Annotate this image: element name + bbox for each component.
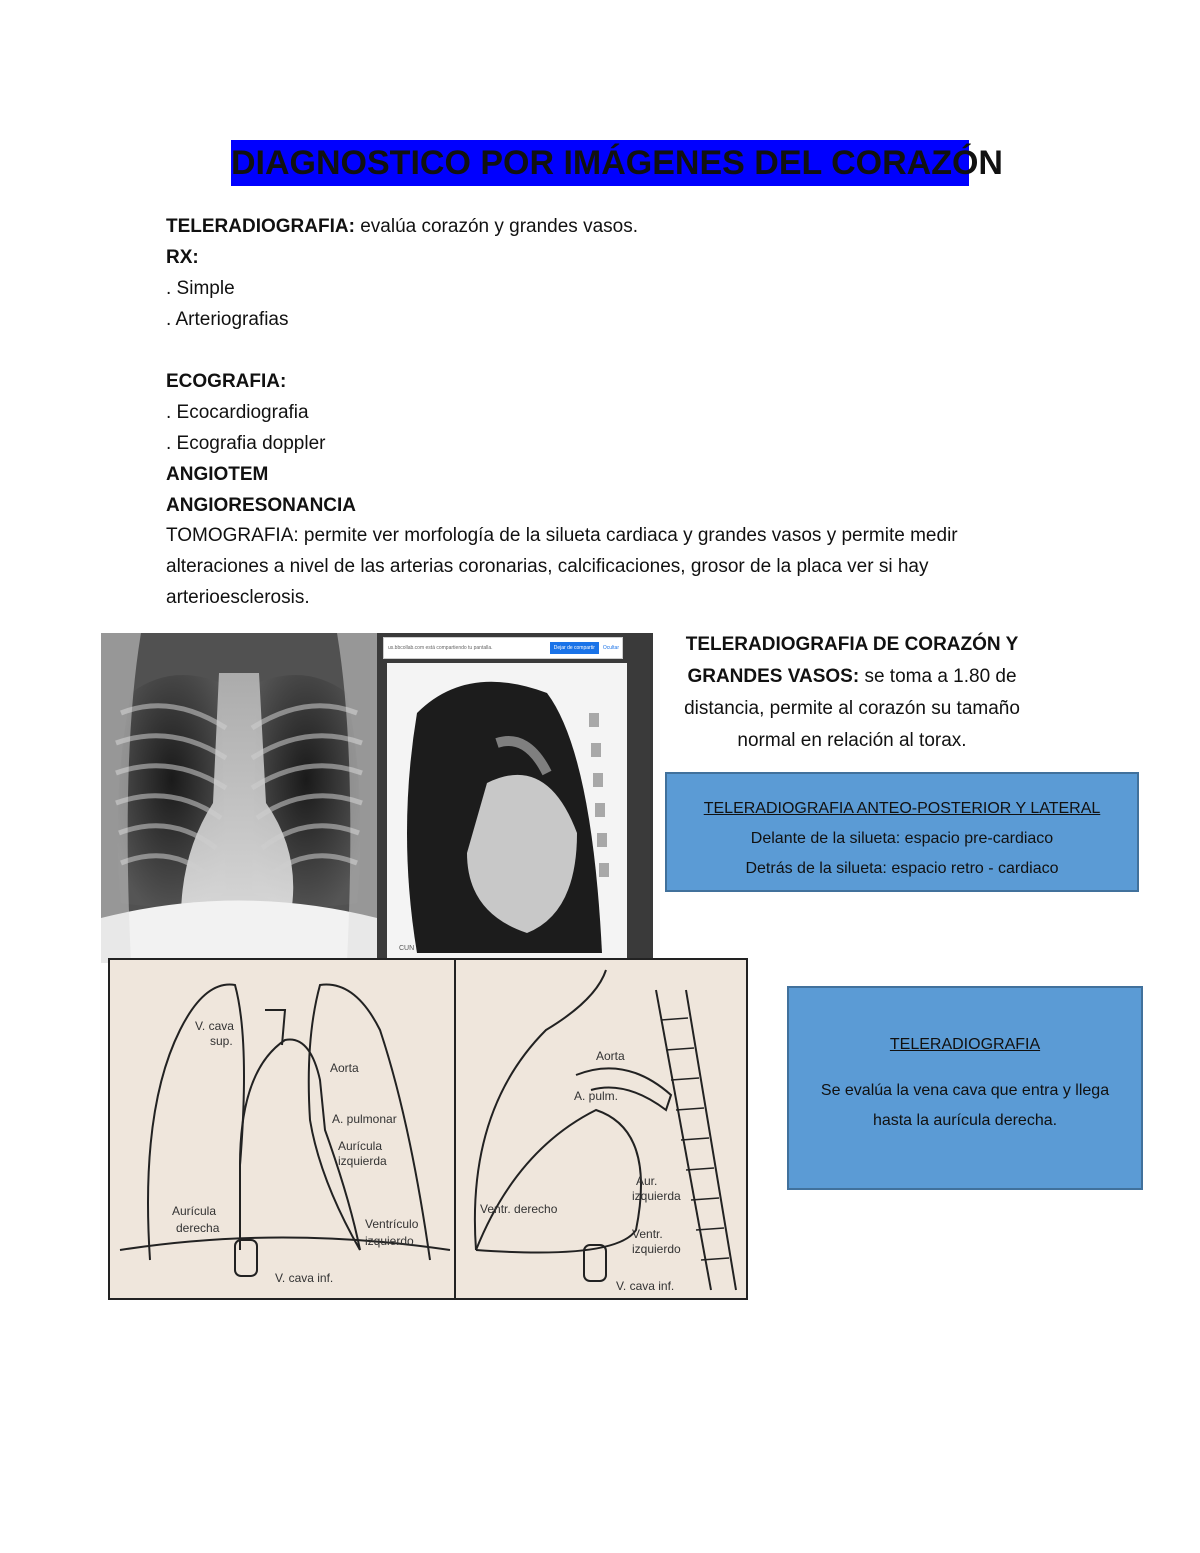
label-ventr-izq-2: izquierdo xyxy=(365,1234,414,1248)
teleradiografia-description-text: se toma a 1.80 de distancia, permite al corazón su tamaño normal en relación al torax. xyxy=(684,666,1020,751)
ecografia-heading: ECOGRAFIA: xyxy=(166,371,287,392)
teleradiografia-label: TELERADIOGRAFIA: xyxy=(166,216,355,237)
tomografia-paragraph: TOMOGRAFIA: permite ver morfología de la silueta cardiaca y grandes vasos y permite medir alteraciones a nivel de las arterias coronarias, calcificaciones, grosor de la placa ver si hay arterioesclerosis. xyxy=(166,525,958,608)
label-aur-izq-1: Aurícula xyxy=(338,1139,383,1153)
label-lat-aur-izq-1: Aur. xyxy=(636,1174,658,1188)
label-apulmonar: A. pulmonar xyxy=(332,1112,397,1126)
xray-corner-label: CUN xyxy=(399,945,415,952)
vena-cava-box-heading: TELERADIOGRAFIA xyxy=(889,1036,1041,1053)
xray-lateral-image xyxy=(377,633,653,963)
screen-share-bar xyxy=(383,637,623,659)
angioresonancia-heading: ANGIORESONANCIA xyxy=(166,495,357,516)
xray-pa-image xyxy=(101,633,377,963)
teleradiografia-text: evalúa corazón y grandes vasos. xyxy=(354,216,638,237)
vena-cava-box xyxy=(787,986,1143,1190)
label-lat-apulm: A. pulm. xyxy=(574,1089,619,1103)
anteroposterior-box-line2: Detrás de la silueta: espacio retro - cardiaco xyxy=(745,860,1059,877)
label-vcava-sup-2: sup. xyxy=(210,1034,233,1048)
lateral-diagram-labels xyxy=(480,1049,681,1293)
heart-diagram-lateral xyxy=(454,958,748,1300)
anteroposterior-box-line1: Delante de la silueta: espacio pre-cardiaco xyxy=(750,830,1054,847)
label-aur-der-1: Aurícula xyxy=(172,1204,217,1218)
label-ventr-izq-1: Ventrículo xyxy=(365,1217,419,1231)
label-aur-izq-2: izquierda xyxy=(338,1154,387,1168)
label-lat-aorta: Aorta xyxy=(596,1049,625,1063)
label-lat-aur-izq-2: izquierda xyxy=(632,1189,681,1203)
page-title: DIAGNOSTICO POR IMÁGENES DEL CORAZÓN xyxy=(231,140,969,186)
screen-share-text: us.bbcollab.com está compartiendo tu pantalla. xyxy=(388,645,493,651)
vena-cava-box-text: Se evalúa la vena cava que entra y llega hasta la aurícula derecha. xyxy=(820,1082,1110,1129)
label-lat-ventr-izq-2: izquierdo xyxy=(632,1242,681,1256)
label-lat-vcava-inf: V. cava inf. xyxy=(616,1279,675,1293)
label-aorta: Aorta xyxy=(330,1061,359,1075)
stop-sharing-button[interactable]: Dejar de compartir xyxy=(550,642,599,654)
eco-doppler: . Ecografia doppler xyxy=(166,433,326,454)
label-lat-ventr-der: Ventr. derecho xyxy=(480,1202,558,1216)
label-lat-ventr-izq-1: Ventr. xyxy=(632,1227,663,1241)
anteroposterior-box-heading: TELERADIOGRAFIA ANTEO-POSTERIOR Y LATERAL xyxy=(703,800,1101,817)
angiotem-heading: ANGIOTEM xyxy=(166,464,269,485)
label-vcava-inf: V. cava inf. xyxy=(275,1271,334,1285)
pa-diagram-labels xyxy=(172,1019,419,1285)
rx-heading: RX: xyxy=(166,247,199,268)
eco-cardiografia: . Ecocardiografia xyxy=(166,402,309,423)
rx-simple: . Simple xyxy=(166,278,235,299)
rx-arteriografias: . Arteriografias xyxy=(166,309,289,330)
teleradiografia-description-label: TELERADIOGRAFIA DE CORAZÓN Y GRANDES VASOS: xyxy=(685,634,1019,687)
label-aur-der-2: derecha xyxy=(176,1221,220,1235)
label-vcava-sup-1: V. cava xyxy=(195,1019,234,1033)
hide-button[interactable]: Ocultar xyxy=(602,645,619,651)
heart-diagram-pa xyxy=(108,958,456,1300)
anteroposterior-box xyxy=(665,772,1139,892)
teleradiografia-description xyxy=(668,629,1036,757)
teleradiografia-line xyxy=(166,211,638,242)
